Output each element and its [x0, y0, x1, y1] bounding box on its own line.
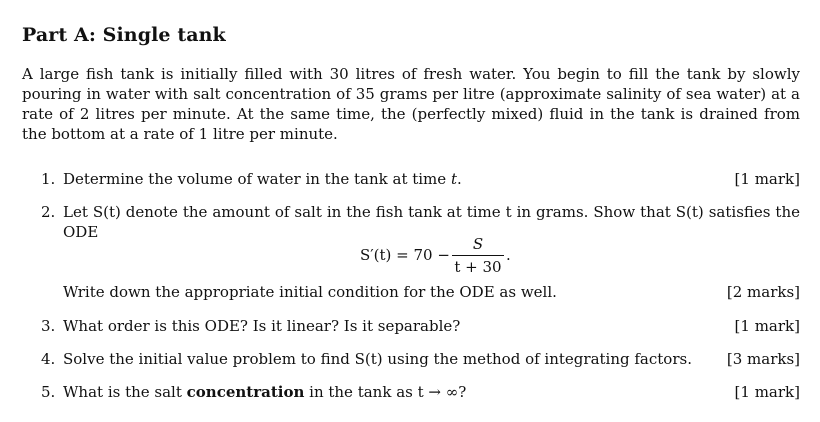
- fraction-bar: [452, 255, 504, 256]
- equation-end: .: [506, 246, 511, 264]
- question-2-followup: Write down the appropriate initial condition for the ODE as well.: [63, 283, 557, 301]
- question-marks: [1 mark]: [734, 383, 800, 401]
- question-number: 2.: [41, 203, 56, 221]
- question-marks: [1 mark]: [734, 170, 800, 188]
- question-number: 4.: [41, 350, 56, 368]
- intro-paragraph: A large fish tank is initially filled with 30 litres of fresh water. You begin to fill the tank by slowly pouring in water with salt concentration of 35 grams per litre (approximate salinity of sea water) at a rate of 2 litres per minute. At the same time, the (perfectly mixed) fluid in the tank is drained from the bottom at a rate of 1 litre per minute.: [22, 65, 800, 143]
- question-marks: [2 marks]: [726, 283, 800, 301]
- question-number: 3.: [41, 317, 56, 335]
- question-text: What order is this ODE? Is it linear? Is it separable?: [63, 317, 461, 335]
- question-text: Determine the volume of water in the tank at time t.: [63, 170, 462, 188]
- fraction-denominator: t + 30: [454, 258, 502, 276]
- question-text: Let S(t) denote the amount of salt in the fish tank at time t in grams. Show that S(t) satisfies the ODE: [63, 203, 800, 241]
- question-marks: [1 mark]: [734, 317, 800, 335]
- question-number: 5.: [41, 383, 56, 401]
- fraction-numerator: S: [472, 235, 484, 253]
- equation-lhs: S′(t) = 70 −: [360, 246, 450, 264]
- question-text: What is the salt concentration in the tank as t → ∞?: [63, 383, 467, 401]
- question-marks: [3 marks]: [726, 350, 800, 368]
- section-heading: Part A: Single tank: [22, 24, 226, 46]
- question-text: Solve the initial value problem to find S(t) using the method of integrating factors.: [63, 350, 692, 368]
- question-number: 1.: [41, 170, 56, 188]
- equation-fraction: [452, 234, 504, 277]
